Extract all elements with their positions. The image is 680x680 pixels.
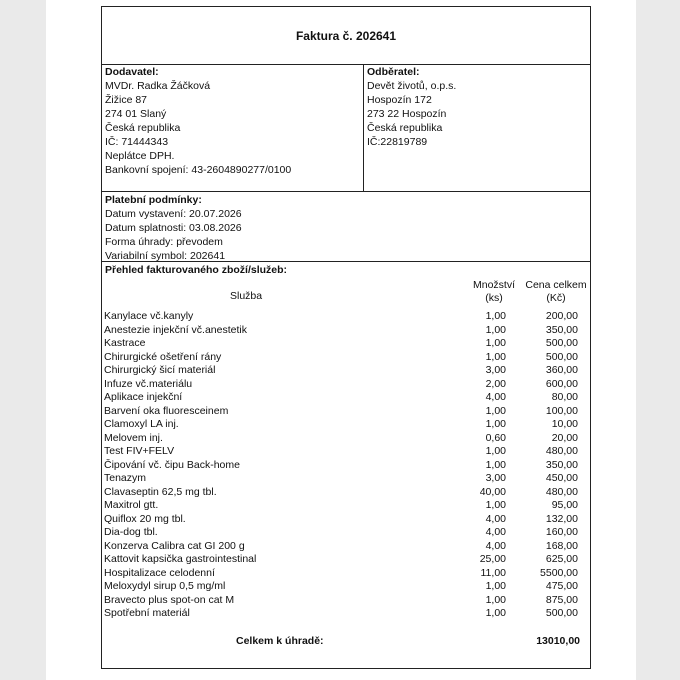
quantity-header-line2: (ks) [485,292,503,304]
item-quantity: 1,00 [485,337,506,349]
item-name: Čipování vč. čipu Back-home [104,458,240,471]
item-price: 350,00 [545,323,578,336]
item-name: Aplikace injekční [104,391,183,403]
supplier-name: MVDr. Radka Žáčková [105,80,211,92]
table-row [104,445,588,459]
item-price: 10,00 [551,418,578,430]
customer-block [364,64,590,192]
item-name: Meloxydyl sirup 0,5 mg/ml [104,580,226,592]
item-price: 100,00 [545,404,578,417]
item-price: 80,00 [551,391,578,403]
supplier-vat-note: Neplátce DPH. [105,150,175,162]
price-header-line2: (Kč) [546,292,566,304]
item-price: 500,00 [545,337,578,349]
item-name: Quiflox 20 mg tbl. [104,512,186,525]
column-header-price [522,279,590,305]
item-quantity: 1,00 [485,593,506,606]
table-row [104,580,588,594]
item-price: 600,00 [545,377,578,390]
item-quantity: 40,00 [479,485,506,498]
item-name: Konzerva Calibra cat GI 200 g [104,539,245,552]
item-name: Dia-dog tbl. [104,526,158,538]
variable-symbol: Variabilní symbol: 202641 [105,250,226,262]
item-quantity: 1,00 [485,310,506,322]
column-header-quantity [464,279,524,305]
item-quantity: 4,00 [485,526,506,538]
supplier-country: Česká republika [105,122,181,134]
total-value: 13010,00 [536,635,580,647]
supplier-street: Žižice 87 [105,94,148,106]
issue-date: Datum vystavení: 20.07.2026 [105,208,242,220]
customer-country: Česká republika [367,122,443,134]
payment-method: Forma úhrady: převodem [105,236,223,248]
item-quantity: 11,00 [480,566,506,579]
item-price: 500,00 [545,607,578,619]
item-quantity: 1,00 [485,499,506,511]
supplier-block [102,64,364,192]
item-price: 5500,00 [540,566,578,579]
customer-header: Odběratel: [367,66,420,78]
item-name: Maxitrol gtt. [104,499,159,511]
item-quantity: 3,00 [485,472,506,484]
item-price: 480,00 [545,485,578,498]
item-price: 200,00 [545,310,578,322]
supplier-city: 274 01 Slaný [105,108,167,120]
table-row [104,607,588,621]
item-quantity: 1,00 [485,580,506,592]
item-name: Chirurgický šicí materiál [104,364,216,376]
item-name: Infuze vč.materiálu [104,377,193,390]
item-quantity: 3,00 [485,364,506,376]
item-price: 20,00 [551,431,578,444]
item-name: Spotřební materiál [104,607,190,619]
customer-street: Hospozín 172 [367,94,432,106]
supplier-bank: Bankovní spojení: 43-2604890277/0100 [105,164,292,176]
quantity-header-line1: Množství [472,279,515,291]
table-row [104,405,588,419]
item-quantity: 4,00 [485,539,506,552]
item-price: 475,00 [545,580,578,592]
total-label: Celkem k úhradě: [236,635,324,647]
item-price: 95,00 [551,499,578,511]
item-price: 875,00 [545,593,578,606]
due-date: Datum splatnosti: 03.08.2026 [105,222,242,234]
item-price: 168,00 [545,539,578,552]
item-name: Barvení oka fluoresceinem [104,404,229,417]
item-quantity: 1,00 [485,404,506,417]
item-name: Clamoxyl LA inj. [104,418,179,430]
table-row [104,351,588,365]
item-price: 450,00 [545,472,578,484]
item-name: Chirurgické ošetření rány [104,350,222,363]
table-row [104,540,588,554]
table-row [104,594,588,608]
overview-header: Přehled fakturovaného zboží/služeb: [105,264,288,276]
table-row [104,472,588,486]
table-row [104,499,588,513]
payment-header: Platební podmínky: [105,194,202,206]
table-row [104,486,588,500]
payment-terms-block [102,192,590,262]
price-header-line1: Cena celkem [525,279,587,291]
item-quantity: 4,00 [485,512,506,525]
item-name: Kanylace vč.kanyly [104,310,194,322]
item-quantity: 1,00 [485,458,506,471]
table-row [104,553,588,567]
item-price: 480,00 [545,445,578,457]
table-row [104,513,588,527]
item-name: Test FIV+FELV [104,445,175,457]
table-row [104,432,588,446]
supplier-header: Dodavatel: [105,66,159,78]
item-price: 625,00 [545,553,578,565]
item-price: 132,00 [545,512,578,525]
items-list [104,310,588,621]
item-quantity: 1,00 [485,418,506,430]
item-name: Tenazym [104,472,147,484]
table-row [104,364,588,378]
table-row [104,310,588,324]
item-name: Kastrace [104,337,146,349]
table-row [104,391,588,405]
item-name: Kattovit kapsička gastrointestinal [104,553,257,565]
item-quantity: 1,00 [485,607,506,619]
item-name: Bravecto plus spot-on cat M [104,593,235,606]
items-overview [102,262,590,278]
item-quantity: 1,00 [485,323,506,336]
invoice-title: Faktura č. 202641 [102,7,590,65]
customer-ic: IČ:22819789 [367,136,428,148]
item-quantity: 0,60 [485,431,506,444]
item-name: Melovem inj. [104,431,163,444]
customer-name: Devět životů, o.p.s. [367,80,457,92]
table-row [104,459,588,473]
item-price: 360,00 [545,364,578,376]
table-row [104,337,588,351]
item-quantity: 1,00 [485,445,506,457]
customer-city: 273 22 Hospozín [367,108,447,120]
item-name: Anestezie injekční vč.anestetik [104,323,247,336]
table-row [104,378,588,392]
item-quantity: 2,00 [485,377,506,390]
table-row [104,418,588,432]
item-price: 350,00 [545,458,578,471]
column-header-service: Služba [230,290,263,302]
table-row [104,567,588,581]
item-quantity: 1,00 [485,350,506,363]
item-price: 160,00 [545,526,578,538]
item-price: 500,00 [545,350,578,363]
item-quantity: 25,00 [479,553,506,565]
table-row [104,324,588,338]
item-quantity: 4,00 [485,391,506,403]
item-name: Clavaseptin 62,5 mg tbl. [104,485,217,498]
table-row [104,526,588,540]
supplier-ic: IČ: 71444343 [105,136,169,148]
item-name: Hospitalizace celodenní [104,566,215,579]
